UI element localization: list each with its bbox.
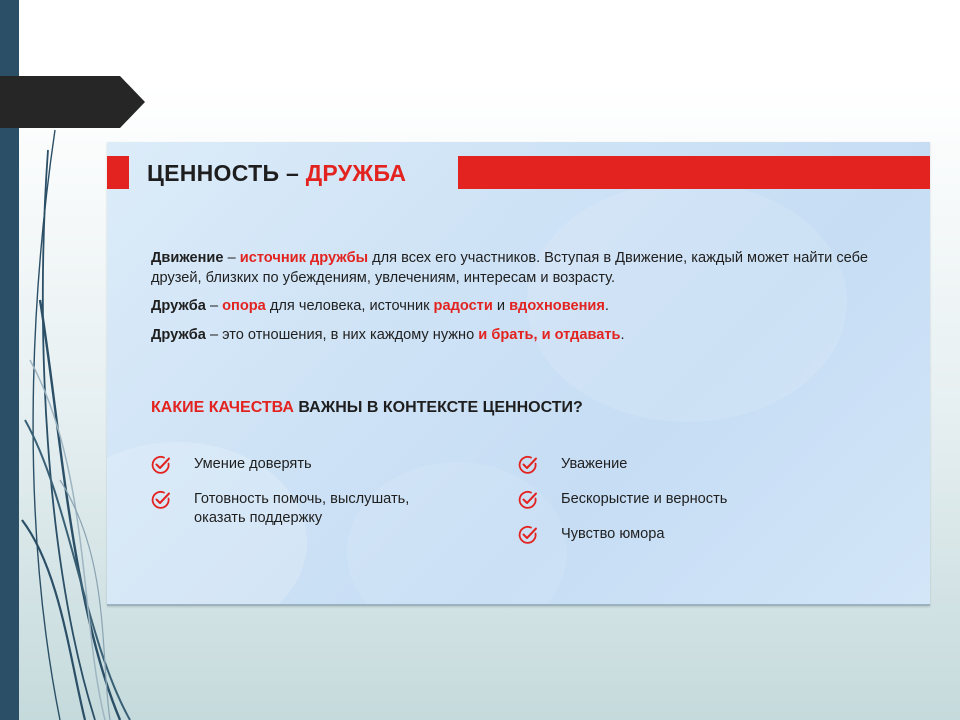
quality-item: [150, 489, 450, 528]
para-text: для человека, источник: [265, 298, 434, 314]
quality-item: [517, 524, 665, 546]
title-arrow-tab: [0, 76, 145, 128]
para-highlight: опора: [222, 298, 266, 314]
title-row: [107, 156, 930, 189]
check-circle-icon: [517, 524, 539, 546]
paragraph-friendship-relations: [151, 325, 891, 345]
check-circle-icon: [517, 454, 539, 476]
qualities-heading: [151, 399, 583, 417]
title-red-bar-left: [107, 156, 129, 189]
check-circle-icon: [150, 454, 172, 476]
check-circle-icon: [517, 489, 539, 511]
quality-item: [150, 454, 312, 476]
content-card: [107, 142, 930, 606]
quality-label: Готовность помочь, выслушать, оказать поддержку: [194, 491, 410, 526]
quality-item: [517, 489, 727, 511]
para-text: – это отношения, в них каждому нужно: [205, 327, 479, 343]
check-circle-icon: [150, 489, 172, 511]
para-text: –: [205, 298, 223, 314]
para-highlight: радости: [433, 298, 493, 314]
title-red-bar-right: [458, 156, 930, 189]
quality-item: [517, 454, 627, 476]
quality-label: Бескорыстие и верность: [561, 491, 728, 507]
para-text: и: [492, 298, 510, 314]
title-prefix: ЦЕННОСТЬ –: [147, 160, 306, 186]
title-highlight: ДРУЖБА: [305, 160, 407, 186]
paragraph-friendship-support: [151, 296, 891, 316]
quality-label: Уважение: [561, 456, 628, 472]
page-title: [147, 158, 406, 191]
card-bottom-line: [107, 604, 930, 606]
para-highlight: вдохновения: [509, 298, 605, 314]
para-bold: Дружба: [151, 327, 206, 343]
para-bold: Дружба: [151, 298, 206, 314]
para-text: .: [620, 327, 625, 343]
paragraph-movement: [151, 248, 891, 288]
quality-label: Чувство юмора: [561, 526, 665, 542]
qualities-heading-red: КАКИЕ КАЧЕСТВА: [151, 399, 294, 416]
para-text: .: [604, 298, 609, 314]
para-highlight: источник дружбы: [239, 250, 369, 266]
para-text: –: [223, 250, 240, 266]
para-highlight: и брать, и отдавать: [478, 327, 621, 343]
quality-label: Умение доверять: [194, 456, 312, 472]
para-bold: Движение: [151, 250, 224, 266]
qualities-heading-rest: ВАЖНЫ В КОНТЕКСТЕ ЦЕННОСТИ?: [293, 399, 583, 416]
para-text: для всех его участников. Вступая в Движение, каждый может найти себе друзей, близких по убеждениям, увлечениям, интересам и возрасту.: [151, 250, 868, 286]
